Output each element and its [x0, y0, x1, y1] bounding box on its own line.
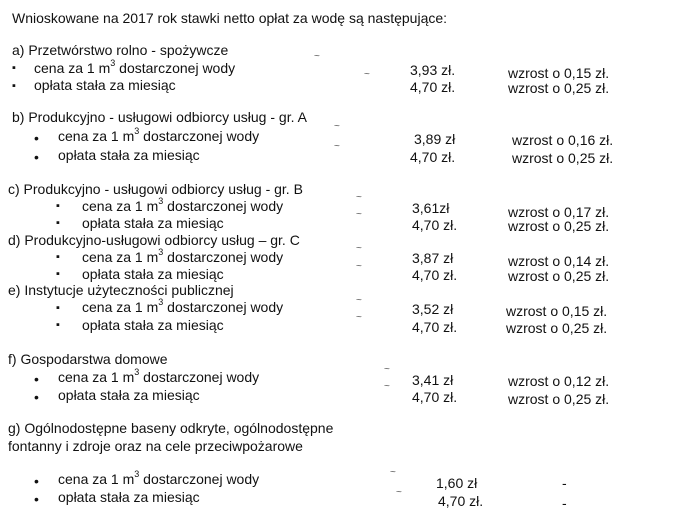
bullet-icon: • [34, 473, 39, 489]
row-label-fee: opłata stała za miesiąc [58, 147, 200, 163]
row-change: wzrost o 0,14 zł. [508, 253, 610, 269]
row-price: 3,41 zł [412, 372, 454, 388]
bullet-icon: • [34, 389, 39, 405]
tilde-mark: ~ [356, 243, 362, 254]
tilde-mark: ~ [356, 209, 362, 220]
row-label-fee: opłata stała za miesiąc [58, 489, 200, 505]
bullet-icon: ▪ [56, 200, 60, 212]
row-price: 4,70 zł. [438, 493, 484, 509]
row-price: 3,52 zł [412, 301, 454, 317]
bullet-icon: • [34, 130, 39, 146]
row-price: 4,70 zł. [412, 389, 458, 405]
row-label-price: cena za 1 $m^3$ dostarczonej wody [82, 196, 284, 214]
tilde-mark: ~ [314, 51, 320, 62]
row-label-price: cena za 1 $m^3$ dostarczonej wody [58, 126, 260, 144]
intro-text: Wnioskowane na 2017 rok stawki netto opłat za wodę są następujące: [12, 10, 448, 26]
row-label-fee: opłata stała za miesiąc [82, 317, 224, 333]
bullet-icon: ▪ [56, 251, 60, 263]
tilde-mark: ~ [364, 69, 370, 80]
row-change: wzrost o 0,16 zł. [512, 132, 614, 148]
bullet-icon: ▪ [12, 62, 16, 74]
bullet-icon: ▪ [56, 268, 60, 280]
row-price: 3,93 zł. [410, 62, 456, 78]
row-label-fee: opłata stała za miesiąc [58, 387, 200, 403]
section-heading-c: c) Produkcyjno - usługowi odbiorcy usług - gr. B [8, 181, 303, 197]
row-price: 4,70 zł. [412, 319, 458, 335]
section-heading-b: b) Produkcyjno - usługowi odbiorcy usług - gr. A [12, 109, 307, 125]
tilde-mark: ~ [334, 121, 340, 132]
row-change: - [562, 495, 567, 511]
row-price: 4,70 zł. [412, 217, 458, 233]
section-heading-e: e) Instytucje użyteczności publicznej [8, 282, 234, 298]
bullet-icon: • [34, 149, 39, 165]
tilde-mark: ~ [356, 312, 362, 323]
row-change: wzrost o 0,25 zł. [506, 320, 608, 336]
tilde-mark: ~ [396, 487, 402, 498]
tilde-mark: ~ [356, 295, 362, 306]
row-price: 3,61zł [412, 200, 450, 216]
tilde-mark: ~ [356, 192, 362, 203]
bullet-icon: ▪ [56, 319, 60, 331]
tilde-mark: ~ [356, 261, 362, 272]
row-label-fee: opłata stała za miesiąc [82, 266, 224, 282]
row-price: 3,87 zł [412, 250, 454, 266]
row-price: 3,89 zł [414, 131, 456, 147]
row-label-price: cena za 1 $m^3$ dostarczonej wody [58, 469, 260, 487]
row-label-price: cena za 1 $m^3$ dostarczonej wody [58, 367, 260, 385]
bullet-icon: ▪ [56, 217, 60, 229]
row-change: wzrost o 0,25 zł. [508, 268, 610, 284]
section-heading-g-line2: fontanny i zdroje oraz na cele przeciwpożarowe [8, 438, 303, 454]
row-price: 4,70 zł. [412, 267, 458, 283]
bullet-icon: ▪ [56, 302, 60, 314]
row-change: wzrost o 0,15 zł. [508, 65, 610, 81]
bullet-icon: ▪ [12, 80, 16, 92]
row-change: wzrost o 0,15 zł. [506, 303, 608, 319]
tilde-mark: ~ [390, 467, 396, 478]
row-change: wzrost o 0,25 zł. [508, 218, 610, 234]
section-heading-d: d) Produkcyjno-usługowi odbiorcy usług – gr. C [8, 232, 300, 248]
row-label-fee: opłata stała za miesiąc [82, 215, 224, 231]
row-label-price: cena za 1 $m^3$ dostarczonej wody [82, 297, 284, 315]
section-heading-a: a) Przetwórstwo rolno - spożywcze [12, 42, 229, 58]
row-change: wzrost o 0,17 zł. [508, 204, 610, 220]
tilde-mark: ~ [334, 141, 340, 152]
section-heading-f: f) Gospodarstwa domowe [8, 351, 168, 367]
row-change: wzrost o 0,25 zł. [512, 150, 614, 166]
row-price: 1,60 zł [436, 475, 478, 491]
row-label-price: cena za 1 $m^3$ dostarczonej wody [34, 58, 236, 76]
row-price: 4,70 zł. [410, 149, 456, 165]
tilde-mark: ~ [384, 364, 390, 375]
row-label-price: cena za 1 $m^3$ dostarczonej wody [82, 247, 284, 265]
tilde-mark: ~ [384, 381, 390, 392]
row-price: 4,70 zł. [410, 79, 456, 95]
bullet-icon: • [34, 491, 39, 507]
row-change: wzrost o 0,25 zł. [508, 80, 610, 96]
section-heading-g: g) Ogólnodostępne baseny odkryte, ogólnodostępne [8, 420, 334, 436]
row-label-fee: opłata stała za miesiąc [34, 77, 176, 93]
row-change: wzrost o 0,12 zł. [508, 373, 610, 389]
row-change: - [562, 475, 567, 491]
bullet-icon: • [34, 371, 39, 387]
row-change: wzrost o 0,25 zł. [508, 391, 610, 407]
